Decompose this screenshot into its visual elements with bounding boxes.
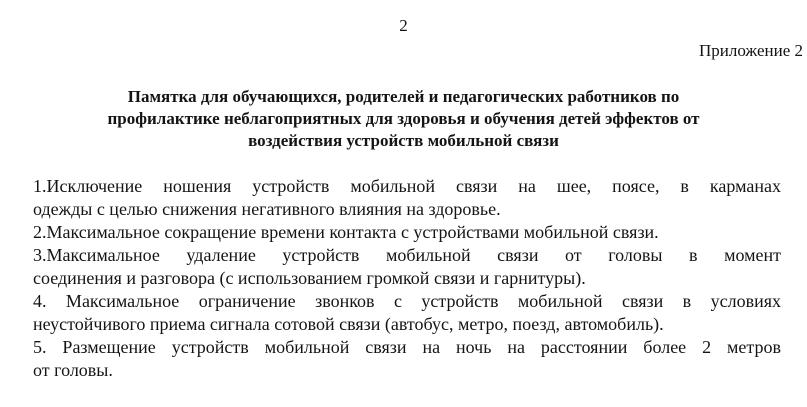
recommendation-item-4-line-2: неустойчивого приема сигнала сотовой связи (автобус, метро, поезд, автомобиль). (33, 314, 664, 334)
memo-title (0, 86, 807, 152)
recommendation-item-2-line-1: 2.Максимальное сокращение времени контакта с устройствами мобильной связи. (33, 222, 659, 242)
recommendation-item-3-line-2: соединения и разговора (с использованием громкой связи и гарнитуры). (33, 268, 586, 288)
recommendation-item-1-line-1: 1.Исключение ношения устройств мобильной связи на шее, поясе, в карманах (33, 176, 781, 196)
memo-title-line-2: профилактике неблагоприятных для здоровья и обучения детей эффектов от (107, 109, 700, 128)
recommendation-item-1 (33, 175, 781, 221)
page-number: 2 (399, 16, 408, 35)
recommendation-item-4 (33, 290, 781, 336)
recommendation-item-3 (33, 244, 781, 290)
recommendation-item-2 (33, 221, 781, 244)
recommendation-item-5-line-1: 5. Размещение устройств мобильной связи на ночь на расстоянии более 2 метров (33, 337, 781, 357)
recommendation-item-5-line-2: от головы. (33, 360, 113, 380)
recommendation-item-5 (33, 336, 781, 382)
recommendation-item-1-line-2: одежды с целью снижения негативного влияния на здоровье. (33, 199, 501, 219)
appendix-label: Приложение 2 (699, 41, 803, 60)
recommendation-list (33, 175, 781, 382)
memo-title-line-1: Памятка для обучающихся, родителей и педагогических работников по (127, 87, 680, 106)
recommendation-item-3-line-1: 3.Максимальное удаление устройств мобильной связи от головы в момент (33, 245, 781, 265)
memo-title-line-3: воздействия устройств мобильной связи (248, 131, 559, 150)
recommendation-item-4-line-1: 4. Максимальное ограничение звонков с устройств мобильной связи в условиях (33, 291, 781, 311)
